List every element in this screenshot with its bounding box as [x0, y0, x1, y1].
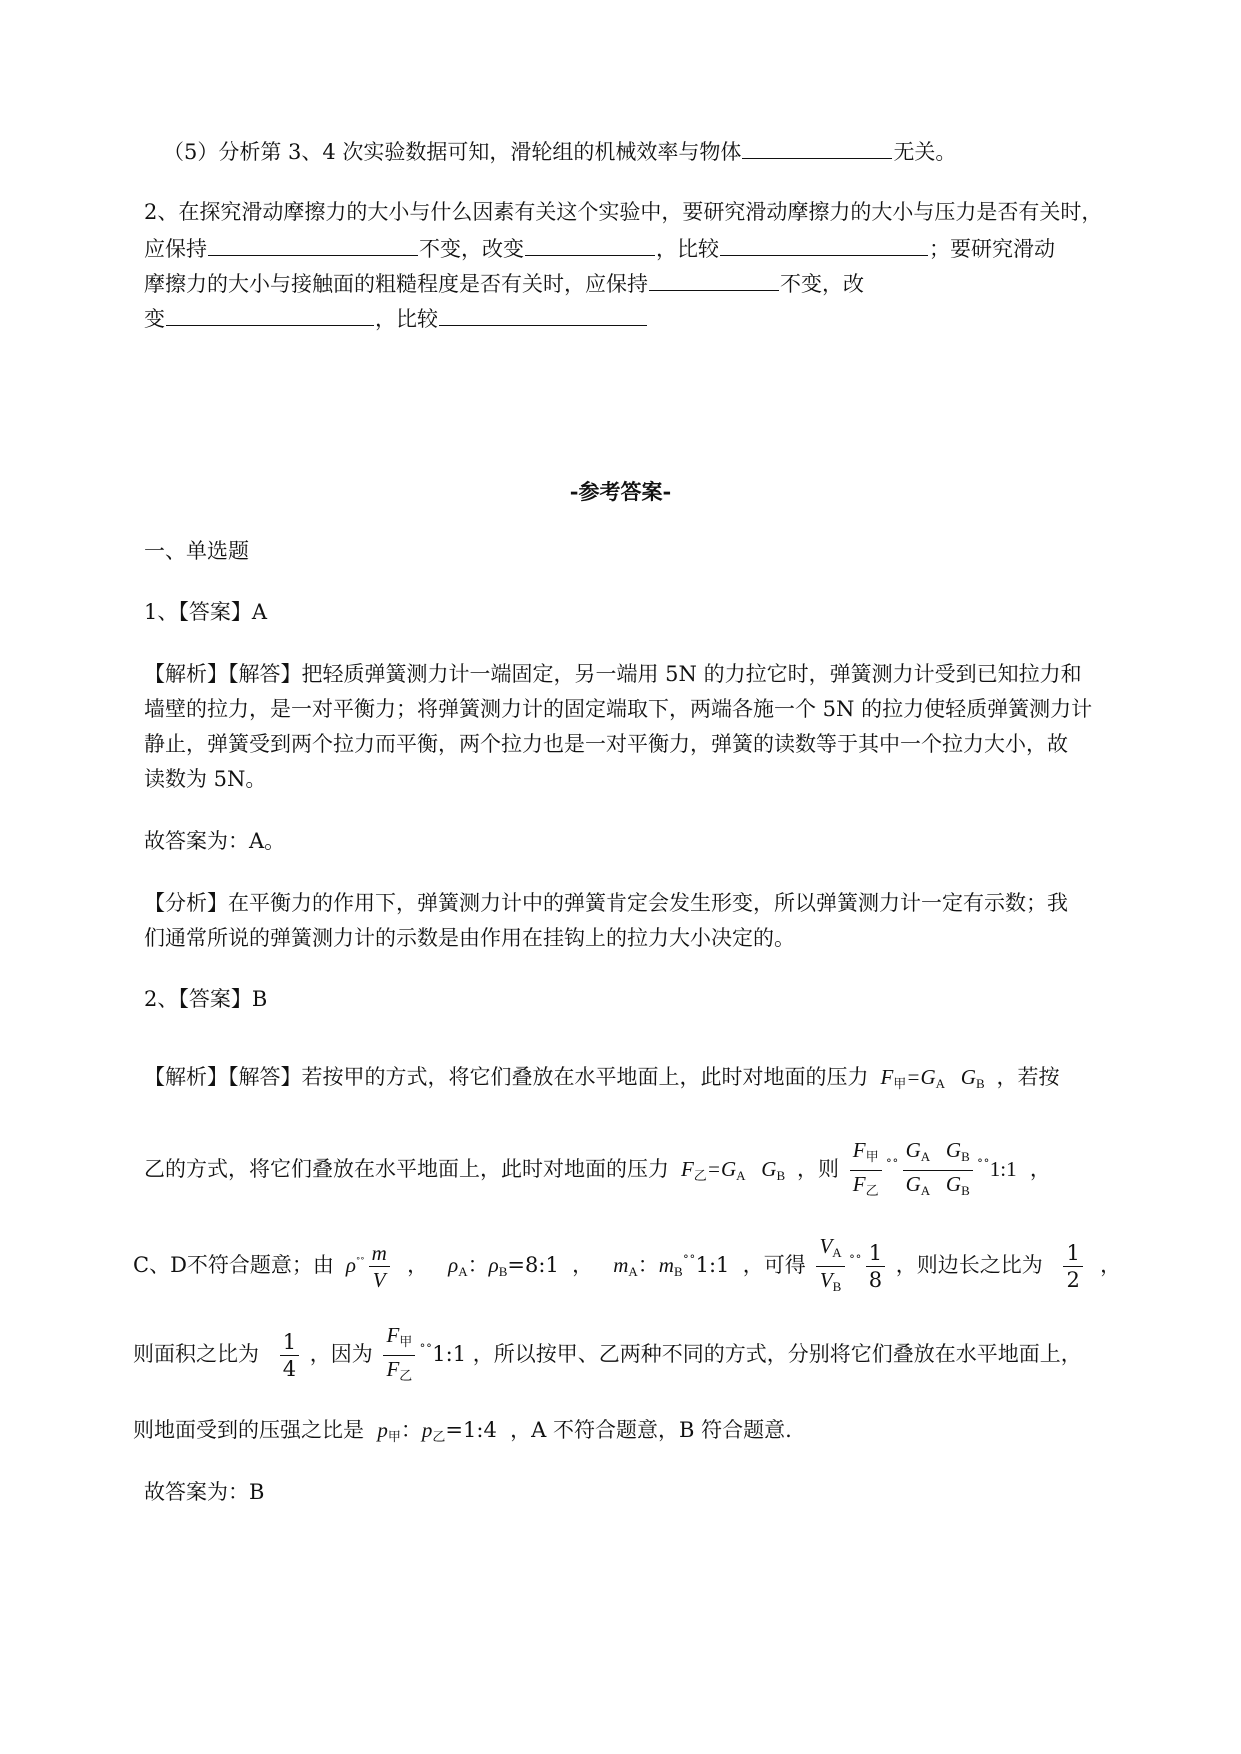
fraction: $\frac{G_A G_B}{G_A G_B}$	[903, 1137, 973, 1204]
answer-2-text: 【解析】【解答】若按甲的方式，将它们叠放在水平地面上，此时对地面的压力	[144, 1065, 869, 1089]
formula: $F_乙=G_A$ $G_B$	[675, 1157, 786, 1183]
question-2-text: 不变，改	[780, 272, 864, 296]
question-5-suffix: 无关。	[893, 140, 957, 164]
answer-2-text: 乙的方式，将它们叠放在水平地面上，此时对地面的压力	[144, 1157, 669, 1181]
fraction: $\frac{F_甲}{F_乙}$	[850, 1137, 882, 1204]
question-2-text: 2、在探究滑动摩擦力的大小与什么因素有关这个实验中，要研究滑动摩擦力的大小与压力是否有关时，	[144, 200, 1103, 224]
question-5-line	[163, 136, 956, 167]
formula: $p_甲$：$p_乙=1:4$	[377, 1418, 504, 1444]
answer-1-analysis-2: 们通常所说的弹簧测力计的示数是由作用在挂钩上的拉力大小决定的。	[144, 926, 795, 950]
answer-1-explanation-2: 墙壁的拉力，是一对平衡力；将弹簧测力计的固定端取下，两端各施一个 5N 的拉力使轻质弹簧测力计	[144, 697, 1093, 721]
question-2-line-4	[144, 303, 648, 334]
answer-2-text: ，可得	[742, 1253, 806, 1277]
answer-blank[interactable]	[208, 233, 418, 256]
fraction: $\frac{1}{2}$	[1063, 1240, 1082, 1293]
answer-blank[interactable]	[742, 136, 892, 159]
fraction: $\frac{V_A}{V_B}$	[816, 1233, 844, 1300]
question-2-line-3	[144, 268, 864, 299]
answer-1-explanation-1: 【解析】【解答】把轻质弹簧测力计一端固定，另一端用 5N 的力拉它时，弹簧测力计受到已知拉力和	[144, 662, 1082, 686]
formula: ， $\rho_A$：$\rho_B=8:1$ ， $m_A$：$m_B^{˚˚}1:1$	[400, 1253, 737, 1279]
answer-2-result: 故答案为：B	[144, 1480, 265, 1504]
question-2-text: 摩擦力的大小与接触面的粗糙程度是否有关时，应保持	[144, 272, 648, 296]
answer-2-text: C、D不符合题意；由	[133, 1253, 334, 1277]
answer-1-explanation-4: 读数为 5N。	[144, 767, 267, 791]
answer-2-line-1	[144, 1062, 1060, 1099]
answer-2-line-5	[133, 1415, 792, 1452]
formula: $F_甲=G_A$ $G_B$	[875, 1065, 985, 1091]
answer-2-text: 则面积之比为	[133, 1342, 259, 1366]
answer-2-line-4: 则面积之比为 $\frac{1}{4}$ ，因为 $\frac{F_甲}{F_乙}$ ˚˚1:1 ，所以按甲、乙两种不同的方式，分别将它们叠放在水平地面上，	[133, 1320, 1082, 1384]
answers-heading: -参考答案-	[569, 479, 672, 504]
fraction: $\frac{1}{8}$	[866, 1240, 885, 1293]
answer-2-text: ，则	[797, 1157, 840, 1181]
answer-blank[interactable]	[720, 233, 928, 256]
answer-2-line-2: 乙的方式，将它们叠放在水平地面上，此时对地面的压力 $F_乙=G_A$ $G_B$ ，则 $\frac{F_甲}{F_乙}$ ˚˚ $\frac{G_A G_B}{G_A G_B}$ ˚˚1:1 ，	[144, 1135, 1051, 1199]
section-heading: 一、单选题	[144, 539, 249, 563]
answer-2-text: ，若按	[996, 1065, 1060, 1089]
answer-2-line-3: C、D不符合题意；由 ρ˚˚ $\frac{m}{V}$ ， $\rho_A$：$\rho_B=8:1$ ， $m_A$：$m_B^{˚˚}1:1$ ，可得 $\frac{V_A}{V_B}$ ˚˚ $\frac{1}{8}$ ，则边长之比为 $\frac{1}{2}$ ，	[133, 1230, 1121, 1294]
fraction: $\frac{m}{V}$	[369, 1240, 390, 1293]
answer-2-text: ，所以按甲、乙两种不同的方式，分别将它们叠放在水平地面上，	[472, 1342, 1082, 1366]
answer-blank[interactable]	[649, 268, 779, 291]
question-2-text: 应保持	[144, 237, 207, 261]
answer-2-text: ，A 不符合题意，B 符合题意.	[510, 1418, 792, 1442]
question-2-text: ，比较	[656, 237, 719, 261]
answer-2-text: ，因为	[309, 1342, 373, 1366]
answer-1-explanation-3: 静止，弹簧受到两个拉力而平衡，两个拉力也是一对平衡力，弹簧的读数等于其中一个拉力大小，故	[144, 732, 1068, 756]
question-5-prefix: （5）分析第 3、4 次实验数据可知，滑轮组的机械效率与物体	[163, 140, 742, 164]
answer-2-label: 2、【答案】B	[144, 987, 268, 1011]
answer-1-analysis-1: 【分析】在平衡力的作用下，弹簧测力计中的弹簧肯定会发生形变，所以弹簧测力计一定有示数；我	[144, 891, 1068, 915]
answer-blank[interactable]	[525, 233, 655, 256]
formula: ρ˚˚	[340, 1253, 365, 1277]
answer-blank[interactable]	[439, 303, 647, 326]
question-2-text: ；要研究滑动	[929, 237, 1055, 261]
question-2-text: 不变，改变	[419, 237, 524, 261]
fraction: $\frac{F_甲}{F_乙}$	[383, 1322, 415, 1389]
question-2-line-1	[144, 197, 1102, 227]
answer-1-result: 故答案为：A。	[144, 829, 286, 853]
fraction: $\frac{1}{4}$	[280, 1329, 299, 1382]
answer-1-label: 1、【答案】A	[144, 600, 268, 624]
answer-2-text: 则地面受到的压强之比是	[133, 1418, 364, 1442]
question-2-text: ，比较	[375, 307, 438, 331]
answer-blank[interactable]	[166, 303, 374, 326]
question-2-text: 变	[144, 307, 165, 331]
answer-2-text: ，则边长之比为	[895, 1253, 1043, 1277]
question-2-line-2	[144, 233, 1055, 264]
